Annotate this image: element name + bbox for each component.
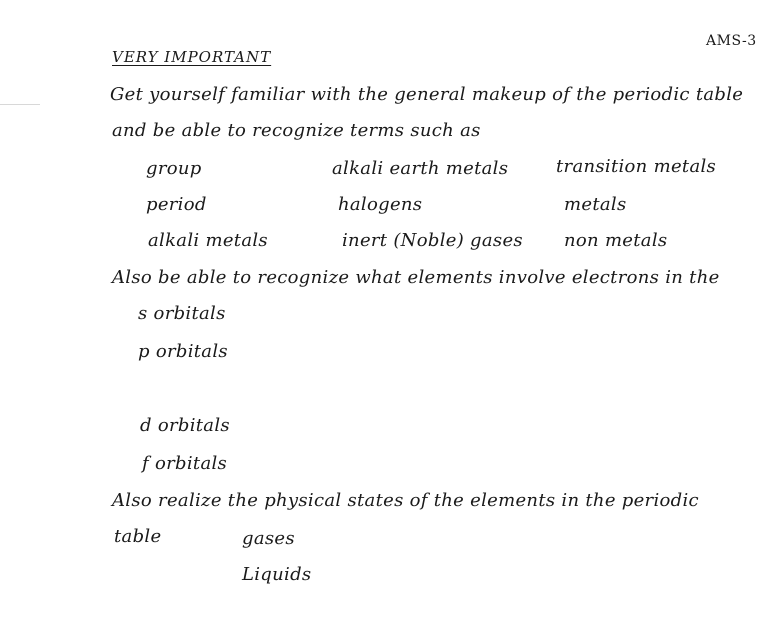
term-halogens: halogens xyxy=(338,194,423,215)
states-intro-line-1: Also realize the physical states of the elements in the periodic xyxy=(112,490,699,511)
orbital-s: s orbitals xyxy=(138,303,226,324)
states-intro-line-2: table xyxy=(114,526,162,547)
orbital-f: f orbitals xyxy=(142,453,228,474)
term-period: period xyxy=(146,194,207,215)
orbital-p: p orbitals xyxy=(138,341,228,362)
term-transition-metals: transition metals xyxy=(556,156,717,177)
margin-mark xyxy=(0,104,40,105)
orbital-d: d orbitals xyxy=(140,415,230,436)
intro-line-1: Get yourself familiar with the general makeup of the periodic table xyxy=(110,84,744,105)
term-alkali-earth-metals: alkali earth metals xyxy=(332,158,509,179)
term-non-metals: non metals xyxy=(564,230,668,251)
state-liquids: Liquids xyxy=(242,564,312,585)
page-id: AMS-3 xyxy=(706,33,757,49)
term-alkali-metals: alkali metals xyxy=(148,230,268,251)
term-group: group xyxy=(146,158,202,179)
intro-line-2: and be able to recognize terms such as xyxy=(112,120,481,141)
term-inert-gases: inert (Noble) gases xyxy=(342,230,523,251)
orbitals-intro: Also be able to recognize what elements involve electrons in the xyxy=(112,267,720,288)
state-gases: gases xyxy=(242,528,295,549)
term-metals: metals xyxy=(564,194,627,215)
heading: VERY IMPORTANT xyxy=(112,48,272,66)
